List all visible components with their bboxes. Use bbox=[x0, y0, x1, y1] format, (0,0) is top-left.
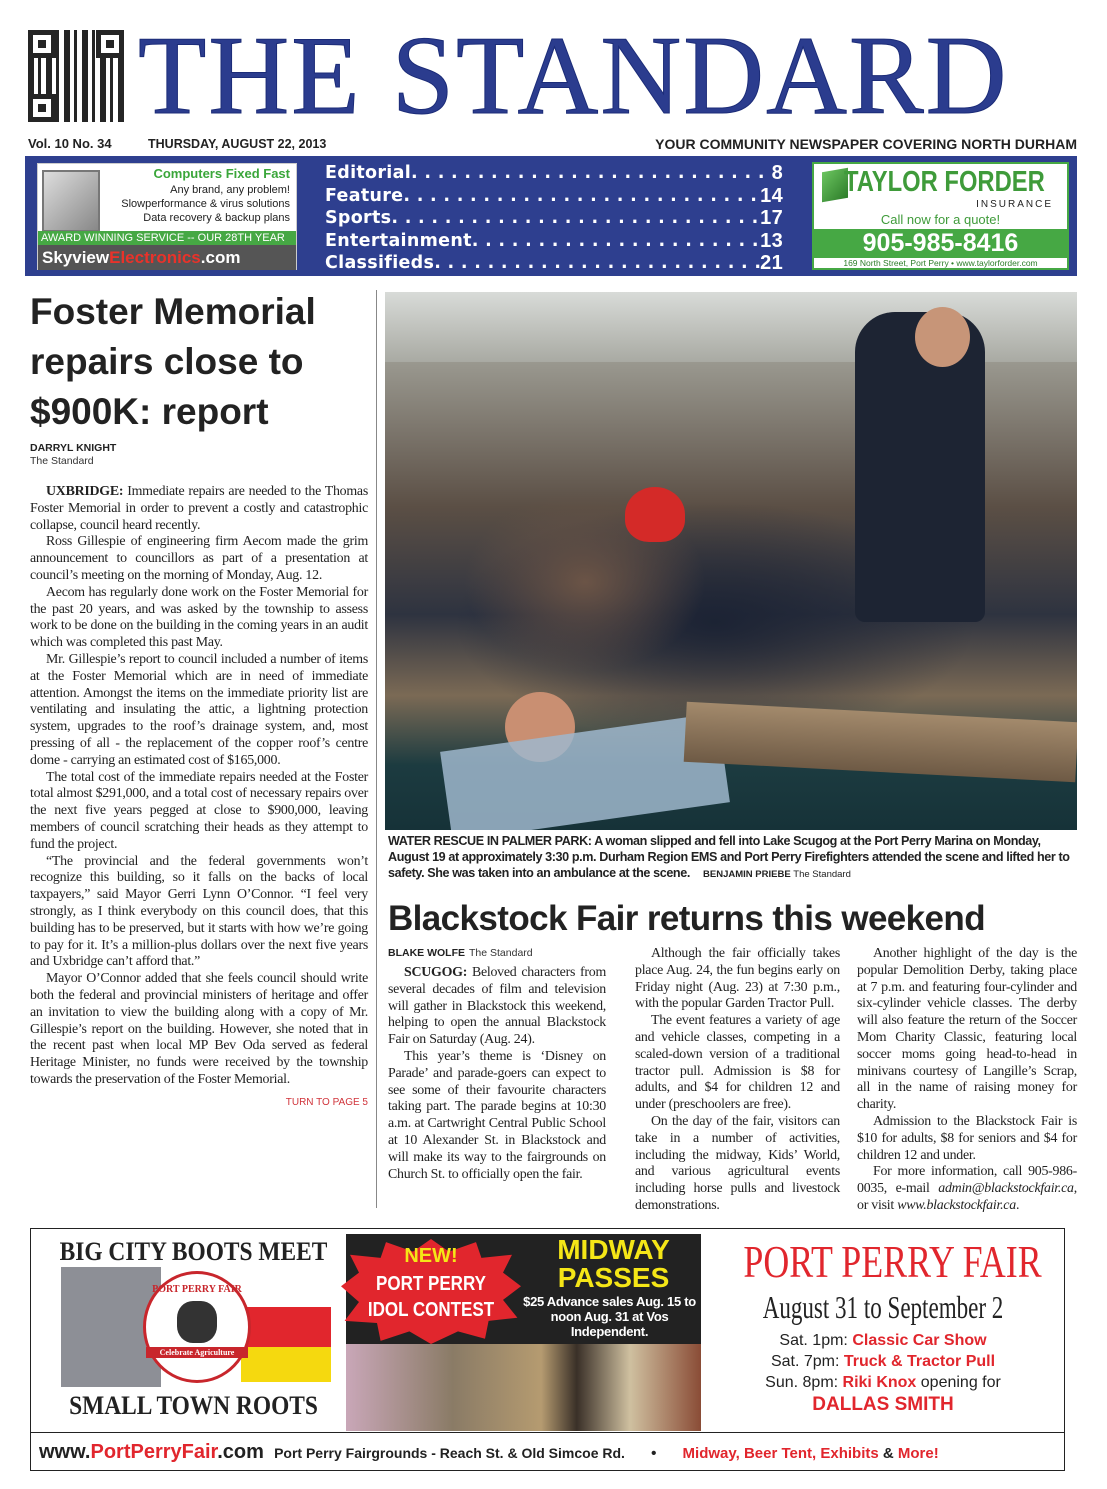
url-part: .com bbox=[200, 248, 241, 267]
contact-text: , or visit bbox=[857, 1181, 1077, 1213]
taylor-forder-address: 169 North Street, Port Perry • www.taylorforder.com bbox=[843, 258, 1038, 268]
skyview-url[interactable] bbox=[38, 245, 296, 270]
toc-page: 17 bbox=[760, 207, 783, 229]
event-item bbox=[704, 1330, 1062, 1351]
author-publication: The Standard bbox=[30, 455, 94, 467]
lead-text: Beloved characters from several decades of film and television will gather in Blackstock this weekend, helping to open the annual Blackstock Fair on Saturday (Aug. 24). bbox=[388, 965, 606, 1048]
author-name: DARRYL KNIGHT bbox=[30, 442, 117, 454]
fair-seal bbox=[143, 1271, 251, 1383]
article-paragraph: Aecom has regularly done work on the Foster Memorial for the past 20 years, and was asked by the township to assess work to be done on the building in the coming years in an audit which was completed this past May. bbox=[30, 584, 368, 651]
fair-more: More! bbox=[897, 1445, 939, 1462]
article-paragraph bbox=[30, 484, 368, 534]
taylor-forder-sub: INSURANCE bbox=[976, 199, 1053, 210]
logo-top-text: BIG CITY BOOTS MEET bbox=[59, 1237, 328, 1266]
headliner: DALLAS SMITH bbox=[812, 1394, 954, 1415]
fair-logo-graphic bbox=[41, 1237, 346, 1427]
toc-leader bbox=[403, 185, 760, 208]
toc-leader bbox=[434, 252, 760, 275]
toc-section: Sports bbox=[325, 208, 392, 228]
fair-details bbox=[704, 1234, 1062, 1429]
toc-section: Classifieds bbox=[325, 253, 435, 273]
skyview-award: AWARD WINNING SERVICE -- OUR 28TH YEAR bbox=[38, 231, 296, 245]
event-list bbox=[704, 1330, 1062, 1416]
seal-text: PORT PERRY FAIR bbox=[152, 1284, 242, 1295]
article-paragraph: The event features a variety of age and vehicle classes, competing in a scaled-down version of a traditional tractor pull. Admission is $8 for adults, and $4 for children 12 and under (preschoolers are free). bbox=[635, 1013, 840, 1113]
toc-item-editorial[interactable] bbox=[325, 162, 783, 185]
dateline: SCUGOG: bbox=[404, 965, 468, 980]
water-rescue-photo bbox=[385, 292, 1077, 830]
caption-text: WATER RESCUE IN PALMER PARK: A woman slipped and fell into Lake Scugog at the Port Perry Marina on Monday, August 19 at approximately 3:30 p.m. Durham Region EMS and Port Perry Firefighters attended the scene and lifted her to safety. She was taken into an ambulance at the scene. bbox=[388, 834, 1070, 880]
blackstock-column-3 bbox=[857, 946, 1077, 1215]
toc-page: 8 bbox=[771, 162, 783, 184]
article-paragraph: Another highlight of the day is the popular Demolition Derby, taking place at 7 p.m. and featuring four-cylinder and six-cylinder vehicle classes. The derby will also feature the return of the Soccer Mom Charity Classic, featuring local soccer moms going head-to-head in minivans courtesy of Langille’s Scrap, all in the name of raising money for charity. bbox=[857, 946, 1077, 1113]
toc-item-feature[interactable] bbox=[325, 185, 783, 208]
midway-title: MIDWAY PASSES bbox=[557, 1234, 670, 1293]
event-time: Sun. 8pm: bbox=[765, 1374, 843, 1391]
header-band bbox=[25, 156, 1077, 276]
skyview-line: Any brand, any problem! bbox=[170, 184, 290, 196]
event-note: opening for bbox=[916, 1374, 1001, 1391]
url-part: Skyview bbox=[42, 248, 110, 267]
toc-item-sports[interactable] bbox=[325, 207, 783, 230]
contact-text: For more information, call 905-986-0035, e-mail bbox=[857, 1164, 1077, 1197]
event-time: Sat. 1pm: bbox=[779, 1332, 853, 1349]
photo-credit bbox=[703, 869, 851, 880]
photo-caption bbox=[388, 833, 1078, 883]
fair-attractions: Midway, Beer Tent, Exhibits bbox=[682, 1445, 879, 1462]
toc-leader bbox=[472, 230, 760, 253]
contact-text: . bbox=[1015, 1197, 1020, 1213]
fair-location: Port Perry Fairgrounds - Reach St. & Old Simcoe Rd. bbox=[274, 1445, 625, 1461]
event-item bbox=[704, 1351, 1062, 1372]
email-link[interactable]: admin@blackstockfair.ca bbox=[938, 1181, 1074, 1197]
volume-number: Vol. 10 No. 34 bbox=[28, 136, 112, 151]
url-part: PortPerryFair bbox=[90, 1441, 218, 1463]
foster-byline bbox=[30, 442, 116, 468]
skyview-ad[interactable] bbox=[37, 163, 297, 270]
burst-new: NEW! bbox=[404, 1245, 458, 1267]
photo-publication: The Standard bbox=[793, 869, 851, 880]
bullet-separator: • bbox=[651, 1445, 657, 1462]
event-name: Riki Knox bbox=[842, 1374, 917, 1391]
article-paragraph: “The provincial and the federal governments won’t recognize this building, so it falls on the backs of local taxpayers,” said Mayor Gerri Lynn O’Connor. “I feel very strongly, as I think everybody on this council does, that this building has to be preserved, but it starts with how we’re going to pay for it. It’s a million-plus dollars over the next five years and Uxbridge can’t afford that.” bbox=[30, 853, 368, 970]
article-paragraph: Ross Gillespie of engineering firm Aecom made the grim announcement to councillors as part of a presentation at council’s meeting on the morning of Monday, Aug. 12. bbox=[30, 534, 368, 583]
taylor-forder-ad[interactable] bbox=[812, 162, 1069, 270]
fair-url[interactable] bbox=[39, 1441, 264, 1463]
skyview-line: Data recovery & backup plans bbox=[143, 212, 290, 224]
dateline: UXBRIDGE: bbox=[46, 484, 124, 499]
url-part: Electronics bbox=[109, 248, 201, 267]
article-paragraph: The total cost of the immediate repairs needed at the Foster total almost $291,000, and a total cost of necessary repairs over the next five years pegged at close to $900,000, leaving members of council scratching their heads as they attempt to fund the project. bbox=[30, 769, 368, 852]
toc-leader bbox=[411, 162, 772, 185]
seal-ribbon: Celebrate Agriculture bbox=[146, 1347, 248, 1358]
toc-leader bbox=[391, 207, 760, 230]
blackstock-byline bbox=[388, 945, 533, 960]
fair-title: PORT PERRY FAIR bbox=[743, 1236, 1042, 1287]
author-publication: The Standard bbox=[469, 947, 533, 959]
foster-headline: Foster Memorial repairs close to $900K: report bbox=[30, 291, 316, 432]
toc-section: Editorial bbox=[325, 163, 412, 183]
blackstock-column-1 bbox=[388, 965, 606, 1183]
toc-item-classifieds[interactable] bbox=[325, 252, 783, 275]
midway-panel bbox=[346, 1234, 701, 1431]
laptop-image bbox=[42, 170, 100, 232]
blackstock-column-2 bbox=[635, 946, 840, 1215]
author-name: BLAKE WOLFE bbox=[388, 947, 465, 959]
event-item bbox=[704, 1372, 1062, 1393]
skyview-line: Slowperformance & virus solutions bbox=[121, 198, 290, 210]
article-paragraph bbox=[388, 965, 606, 1049]
foster-article-body bbox=[30, 484, 368, 1109]
logo-bottom-text: SMALL TOWN ROOTS bbox=[69, 1391, 318, 1420]
article-paragraph: Although the fair officially takes place Aug. 24, the fun begins early on Friday night (Aug. 23) at 7:30 p.m., with the popular Garden Tractor Pull. bbox=[635, 946, 840, 1012]
skyview-headline: Computers Fixed Fast bbox=[153, 166, 290, 181]
toc-page: 21 bbox=[760, 252, 783, 274]
article-paragraph: On the day of the fair, visitors can take in a number of activities, including the midway, Kids’ World, and various agricultural events including horse pulls and livestock demonstrations. bbox=[635, 1113, 840, 1213]
issue-date: THURSDAY, AUGUST 22, 2013 bbox=[148, 137, 327, 151]
photographer-name: BENJAMIN PRIEBE bbox=[703, 869, 791, 880]
taylor-forder-name: TAYLOR FORDER bbox=[844, 166, 1045, 198]
article-paragraph: Admission to the Blackstock Fair is $10 for adults, $8 for seniors and $4 for children 12 and under. bbox=[857, 1113, 1077, 1163]
tagline: YOUR COMMUNITY NEWSPAPER COVERING NORTH DURHAM bbox=[655, 136, 1077, 152]
event-name: Classic Car Show bbox=[852, 1332, 987, 1349]
article-paragraph: Mr. Gillespie’s report to council included a number of items at the Foster Memorial which are in need of immediate attention. Amongst the items on the immediate priority list are ventilating and insulating the attic, a lightning protection system, upgrades to the roof’s drainage system, and, most pressing of all - the replacement of the copper roof’s centre dome - carrying an estimated cost of $165,000. bbox=[30, 651, 368, 768]
website-link[interactable]: www.blackstockfair.ca bbox=[897, 1197, 1016, 1213]
qr-code[interactable] bbox=[28, 30, 124, 122]
midway-detail: $25 Advance sales Aug. 15 to noon Aug. 31 at Vos Independent. bbox=[523, 1294, 696, 1339]
idol-contest: PORT PERRY IDOL CONTEST bbox=[367, 1273, 495, 1321]
article-paragraph: This year’s theme is ‘Disney on Parade’ and parade-goers can expect to see some of their favourite characters taking part. The parade begins at 10:30 a.m. at Cartwright Central Public School at 10 Alexander St. in Blackstock and will make its way to the fairgrounds on Church St. to officially open the fair. bbox=[388, 1048, 606, 1182]
event-time: Sat. 7pm: bbox=[770, 1353, 844, 1370]
fair-ad-footer bbox=[31, 1432, 1064, 1470]
blackstock-headline: Blackstock Fair returns this weekend bbox=[388, 899, 985, 938]
toc-page: 14 bbox=[760, 184, 783, 207]
taylor-forder-phone[interactable]: 905-985-8416 bbox=[814, 229, 1067, 258]
masthead-title: THE STANDARD bbox=[138, 14, 1009, 138]
event-name: Truck & Tractor Pull bbox=[843, 1353, 996, 1370]
article-paragraph bbox=[857, 1164, 1077, 1214]
toc-item-entertainment[interactable] bbox=[325, 230, 783, 253]
red-helmet bbox=[625, 487, 685, 542]
fair-dates: August 31 to September 2 bbox=[762, 1289, 1004, 1325]
toc-section: Feature bbox=[325, 185, 404, 206]
table-of-contents bbox=[325, 162, 783, 275]
jump-link[interactable]: TURN TO PAGE 5 bbox=[285, 1096, 368, 1108]
toc-section: Entertainment bbox=[325, 230, 472, 251]
column-divider bbox=[376, 290, 377, 1208]
lead-text: Immediate repairs are needed to the Thomas Foster Memorial in order to prevent a costly and catastrophic collapse, council heard recently. bbox=[30, 484, 368, 533]
taylor-forder-call: Call now for a quote! bbox=[880, 212, 1001, 227]
url-part: .com bbox=[217, 1441, 264, 1463]
url-part: www. bbox=[39, 1441, 91, 1463]
ampersand: & bbox=[878, 1445, 898, 1462]
article-paragraph: Mayor O’Connor added that she feels council should write both the federal and provincial ministers of heritage and offer an invitation to view the building along with a copy of Mr. Gillespie’s report on the building. However, she noted that in the recent past when local MP Bev Oda served as federal Heritage Minister, no funds were received by the township towards the preservation of the Foster Memorial. bbox=[30, 971, 368, 1087]
toc-page: 13 bbox=[760, 229, 783, 252]
fair-photos bbox=[346, 1344, 701, 1431]
port-perry-fair-ad[interactable] bbox=[30, 1228, 1065, 1471]
